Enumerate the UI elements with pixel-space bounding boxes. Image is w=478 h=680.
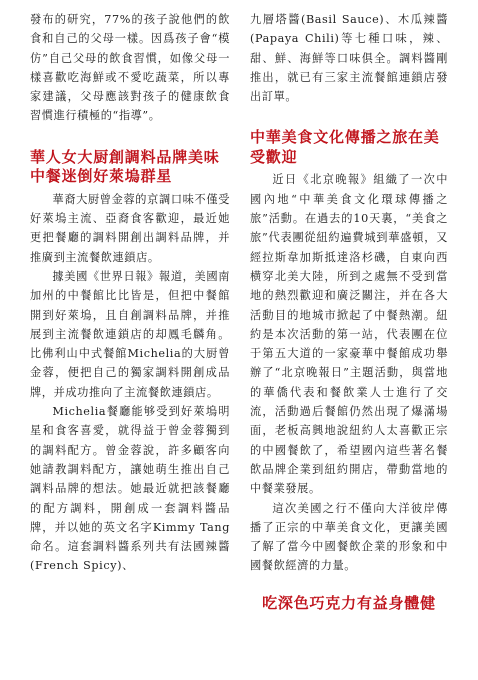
article-paragraph: 華裔大厨曾金蓉的京調口味不僅受好萊塢主流、亞裔食客歡迎，最近她更把餐廳的調料開創出調料品牌，并推廣到主流餐飲連鎖店。 (30, 192, 230, 264)
article-paragraph: 據美國《世界日報》報道，美國南加州的中餐館比比皆是，但把中餐館開到好萊塢，且自創調料品牌，并推展到主流餐飲連鎖店的却鳳毛麟角。比佛利山中式餐館Michelia的大厨曾金蓉，便把自己的獨家調料開創成品牌，并成功推向了主流餐飲連鎖店。 (30, 269, 230, 399)
right-column (250, 10, 448, 613)
article-heading: 吃深色巧克力有益身體健 (262, 593, 436, 612)
article-heading: 中華美食文化傳播之旅在美受歡迎 (250, 128, 440, 166)
article-paragraph: Michelia餐廳能够受到好萊塢明星和食客喜愛，就得益于曾金蓉獨到的調料配方。曾金蓉說，許多顧客向她請教調料配方，讓她萌生推出自己調料品牌的想法。她最近就把該餐廳的配方調料，開創成一套調料醬品牌，并以她的英文名字Kimmy Tang命名。這套調料醬系列共有法國辣醬(French Spicy)、 (30, 405, 230, 573)
left-column (30, 10, 230, 576)
article-paragraph: 九層塔醬(Basil Sauce)、木瓜辣醬(Papaya Chili)等七種口味，辣、甜、鮮、海鮮等口味俱全。調料醬剛推出，就已有三家主流餐館連鎖店發出訂單。 (250, 13, 448, 104)
article-paragraph: 近日《北京晚報》組織了一次中國內地“中華美食文化環球傳播之旅”活動。在過去的10天裏，“美食之旅”代表團從紐約遍費城到華盛頓，又經拉斯韋加斯抵達洛杉磯，自東向西横穿北美大陸，所到之處無不受到當地的熱烈歡迎和廣泛關注，并在各大活動目的地城市掀起了中餐熱潮。紐約是本次活動的第一站，代表團在位于第五大道的一家豪華中餐館成功舉辦了“北京晚報日”主題活動，與當地的華僑代表和餐飲業人士進行了交流，活動過后餐館仍然出現了爆滿場面，老板高興地說紐約人太喜歡正宗的中國餐飲了，希望國內這些著名餐飲品牌企業到紐約開店，帶動當地的中餐業發展。 (250, 173, 448, 496)
article-heading: 華人女大厨創調料品牌美味中餐迷倒好萊塢群星 (30, 147, 220, 186)
article-paragraph: 這次美國之行不僅向大洋彼岸傳播了正宗的中華美食文化，更讓美國了解了當今中國餐飲企業的形象和中國餐飲經濟的力量。 (250, 501, 448, 573)
article-paragraph: 發布的研究，77%的孩子說他們的飲食和自己的父母一樣。因爲孩子會“模仿”自己父母的飲食習慣，如像父母一樣喜歡吃海鮮或不愛吃蔬菜，所以專家建議，父母應該對孩子的健康飲食習慣進行積極的“指導”。 (30, 13, 230, 123)
